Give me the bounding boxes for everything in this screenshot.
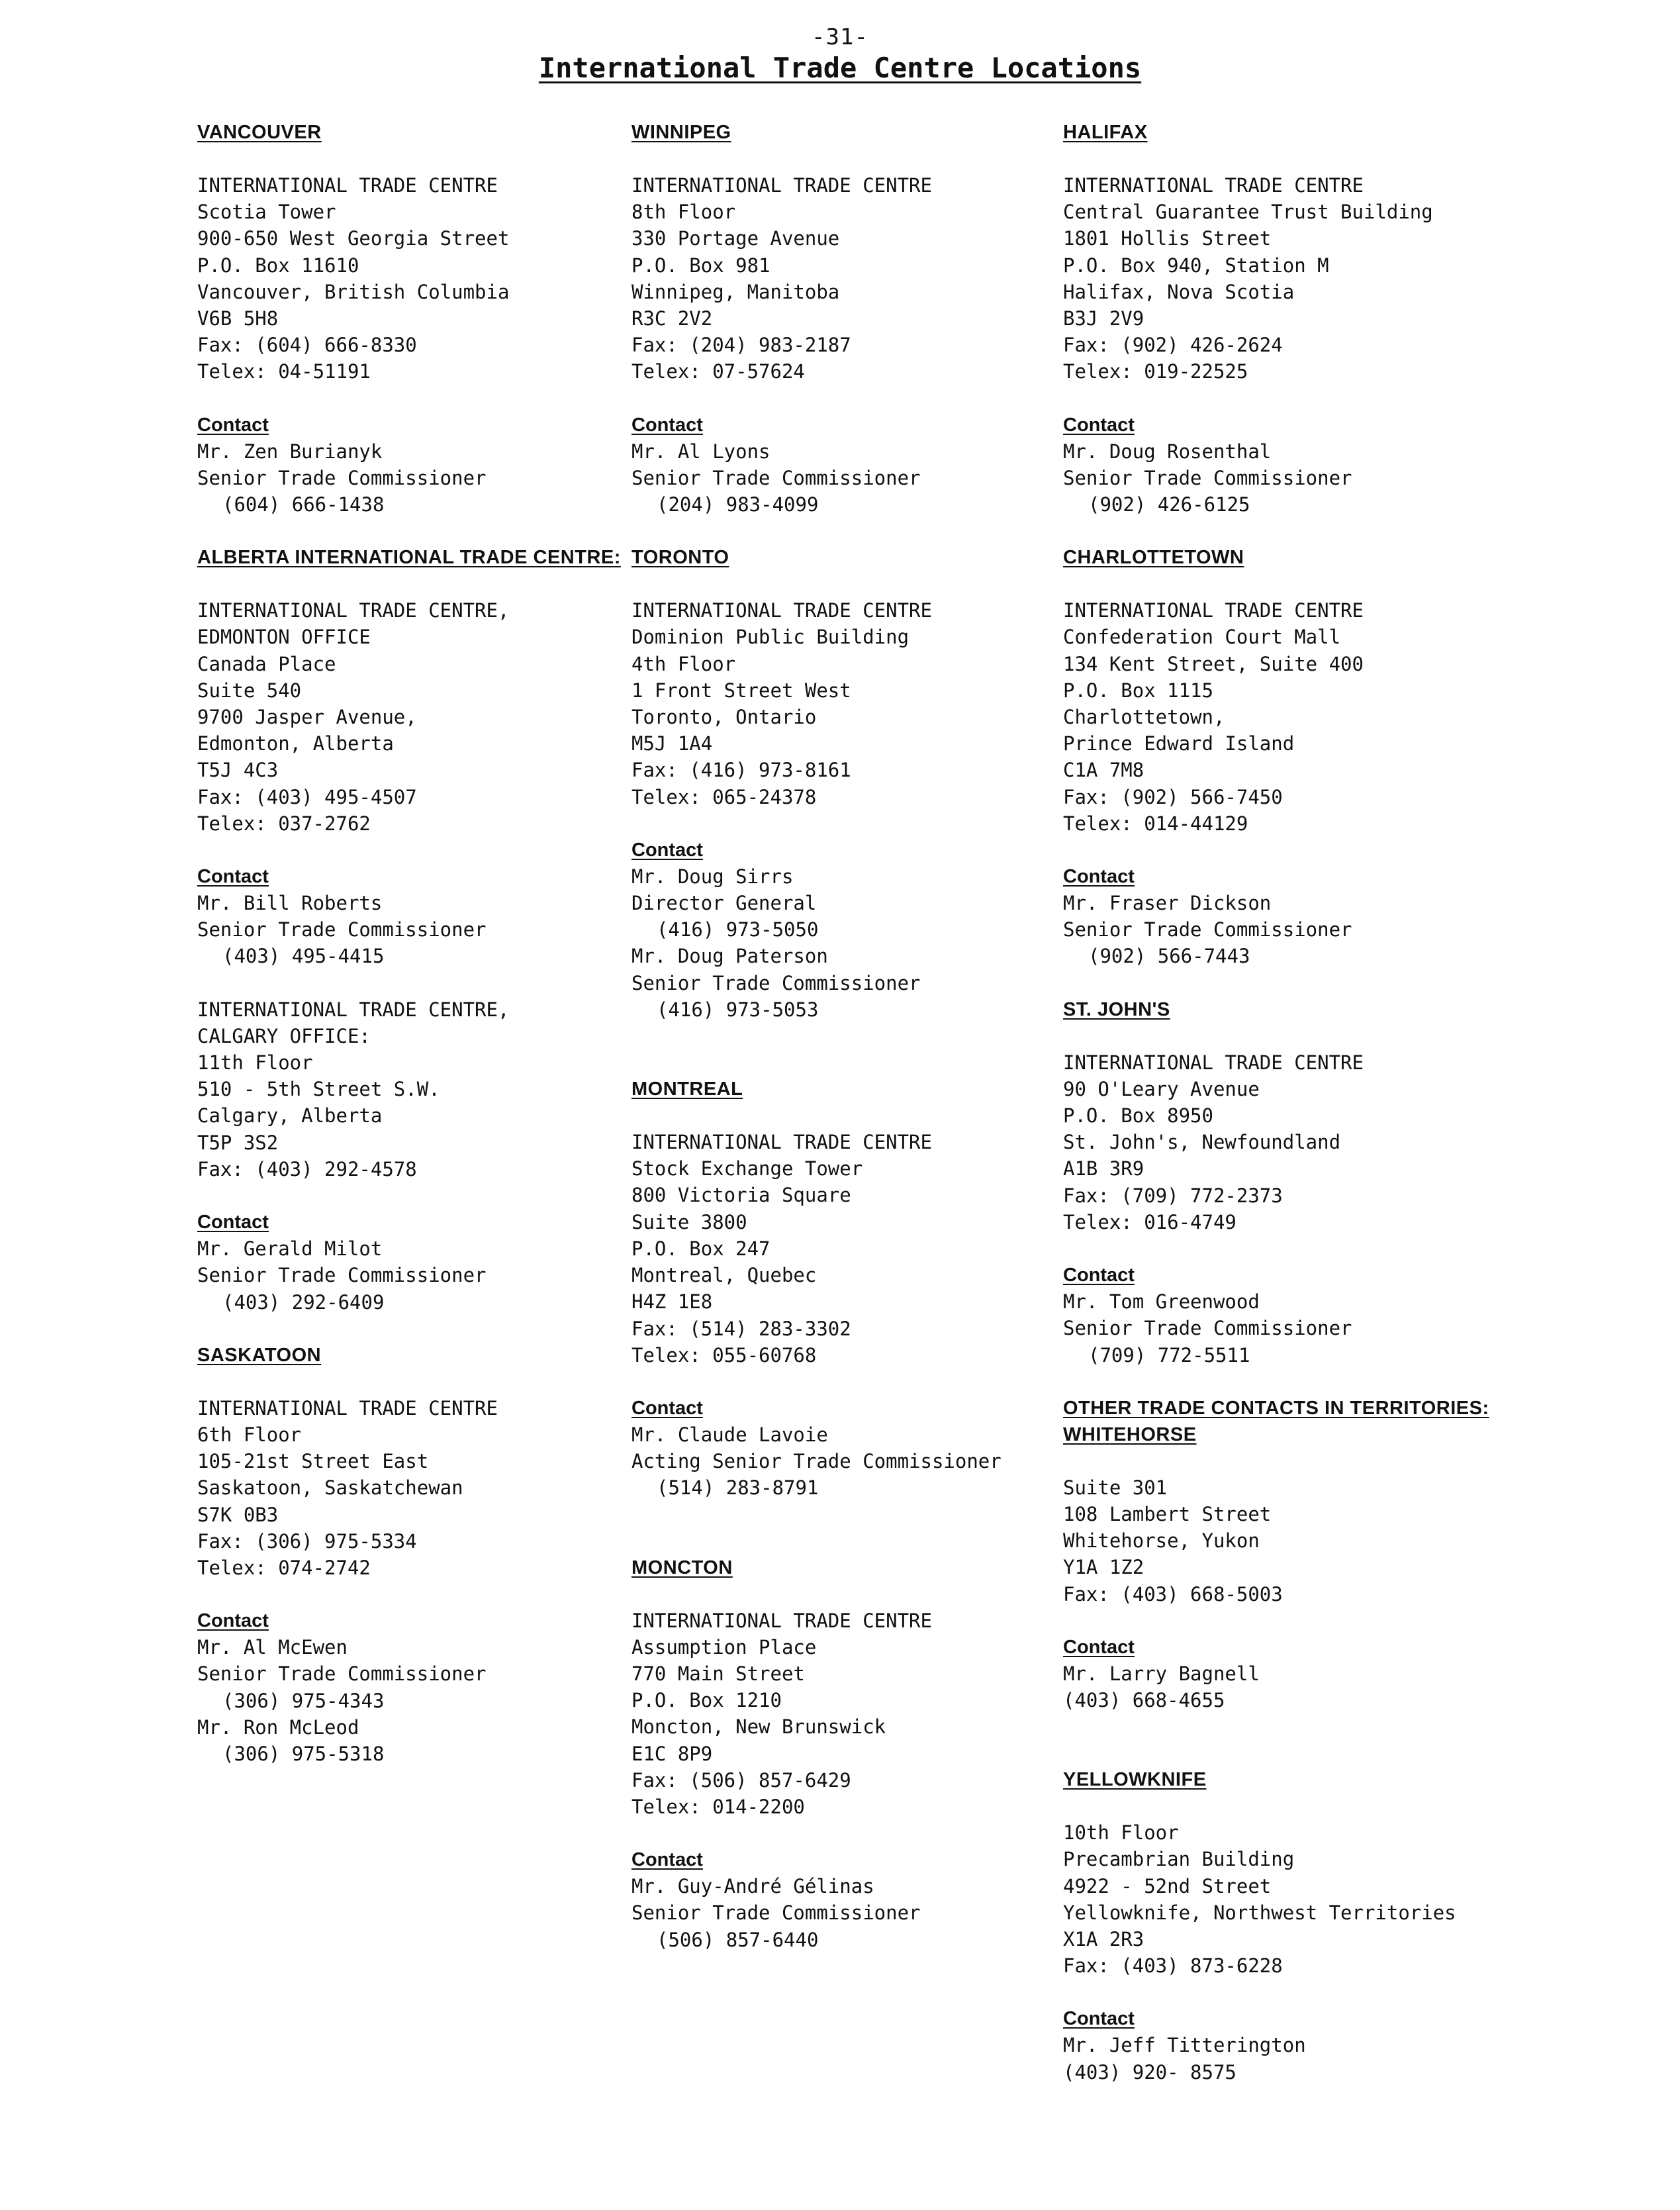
contact-label: Contact xyxy=(631,1397,703,1419)
address-line: X1A 2R3 xyxy=(1063,1927,1144,1950)
address-line: Telex: 074-2742 xyxy=(197,1556,371,1579)
contact-line: Mr. Al McEwen xyxy=(197,1636,348,1659)
address-line: P.O. Box 981 xyxy=(631,254,770,277)
contact-line: Mr. Zen Burianyk xyxy=(197,440,383,463)
address-line: Central Guarantee Trust Building xyxy=(1063,201,1433,224)
address-line: Charlottetown, xyxy=(1063,706,1225,729)
address-line: Moncton, New Brunswick xyxy=(631,1715,886,1739)
address-line: V6B 5H8 xyxy=(197,307,279,330)
address-line: 11th Floor xyxy=(197,1051,313,1075)
contact-label: Contact xyxy=(1063,1265,1135,1286)
address-line: St. John's, Newfoundland xyxy=(1063,1131,1341,1154)
contact-block xyxy=(1063,1262,1566,1369)
office-heading: ST. JOHN'S xyxy=(1063,998,1170,1020)
office-block xyxy=(1063,119,1566,518)
address-line: Telex: 04-51191 xyxy=(197,360,371,383)
column-right xyxy=(1063,119,1566,2112)
address-line: Calgary, Alberta xyxy=(197,1104,383,1128)
contact-phone: (902) 426-6125 xyxy=(1088,493,1250,516)
contact-block xyxy=(197,1608,700,1767)
contact-line: Senior Trade Commissioner xyxy=(1063,466,1352,489)
address-line: Telex: 014-44129 xyxy=(1063,812,1248,835)
address-line: Scotia Tower xyxy=(197,201,336,224)
address-line: Toronto, Ontario xyxy=(631,706,817,729)
contact-line: Senior Trade Commissioner xyxy=(197,466,487,489)
address-line: Stock Exchange Tower xyxy=(631,1157,863,1180)
address-line: T5P 3S2 xyxy=(197,1131,279,1154)
contact-phone: (604) 666-1438 xyxy=(222,493,385,516)
contact-line: Mr. Bill Roberts xyxy=(197,892,383,915)
column-middle xyxy=(631,119,1135,1980)
contact-line: Mr. Fraser Dickson xyxy=(1063,892,1272,915)
contact-line: Director General xyxy=(631,892,817,915)
address-line: Telex: 014-2200 xyxy=(631,1795,805,1818)
contact-label: Contact xyxy=(631,839,703,861)
address-line: P.O. Box 940, Station M xyxy=(1063,254,1329,277)
contact-line: Mr. Larry Bagnell xyxy=(1063,1662,1260,1685)
address-line: 1801 Hollis Street xyxy=(1063,227,1272,250)
office-heading: MONCTON xyxy=(631,1557,733,1578)
address-line: E1C 8P9 xyxy=(631,1742,713,1765)
address-line: 800 Victoria Square xyxy=(631,1184,851,1207)
address-line: 330 Portage Avenue xyxy=(631,227,840,250)
address-line: INTERNATIONAL TRADE CENTRE xyxy=(1063,599,1364,622)
address-line: Vancouver, British Columbia xyxy=(197,280,510,303)
address-line: INTERNATIONAL TRADE CENTRE xyxy=(631,599,932,622)
office-address xyxy=(631,172,1135,385)
address-line: P.O. Box 247 xyxy=(631,1237,770,1260)
address-line: S7K 0B3 xyxy=(197,1503,279,1526)
address-line: Montreal, Quebec xyxy=(631,1264,817,1287)
page-title: International Trade Centre Locations xyxy=(538,52,1142,84)
contact-phone: (902) 566-7443 xyxy=(1088,945,1250,968)
address-line: INTERNATIONAL TRADE CENTRE xyxy=(197,1396,498,1419)
address-line: 9700 Jasper Avenue, xyxy=(197,706,417,729)
contact-phone: (514) 283-8791 xyxy=(657,1476,819,1500)
page-number: -31- xyxy=(812,24,868,50)
contact-line: (403) 668-4655 xyxy=(1063,1688,1225,1711)
address-line: Y1A 1Z2 xyxy=(1063,1556,1144,1579)
address-line: Fax: (902) 566-7450 xyxy=(1063,785,1283,808)
contact-line: Mr. Tom Greenwood xyxy=(1063,1290,1260,1314)
contact-phone: (506) 857-6440 xyxy=(657,1928,819,1951)
address-line: P.O. Box 8950 xyxy=(1063,1104,1213,1128)
address-line: Fax: (709) 772-2373 xyxy=(1063,1184,1283,1207)
contact-line: Mr. Claude Lavoie xyxy=(631,1423,828,1446)
contact-line: Senior Trade Commissioner xyxy=(197,1264,487,1287)
office-block xyxy=(1063,544,1566,969)
address-line: Saskatoon, Saskatchewan xyxy=(197,1476,463,1500)
contact-block xyxy=(631,412,1135,518)
address-line: Fax: (506) 857-6429 xyxy=(631,1768,851,1792)
contact-phone: (403) 292-6409 xyxy=(222,1290,385,1314)
address-line: P.O. Box 1210 xyxy=(631,1689,782,1712)
office-address xyxy=(1063,1049,1566,1235)
address-line: Fax: (204) 983-2187 xyxy=(631,334,851,357)
address-line: 134 Kent Street, Suite 400 xyxy=(1063,652,1364,675)
office-heading: YELLOWKNIFE xyxy=(1063,1769,1207,1791)
address-line: 900-650 West Georgia Street xyxy=(197,227,510,250)
office-address xyxy=(631,1129,1135,1369)
address-line: Assumption Place xyxy=(631,1635,817,1658)
contact-block xyxy=(631,1847,1135,1953)
contact-line: Senior Trade Commissioner xyxy=(197,918,487,941)
address-line: Telex: 037-2762 xyxy=(197,812,371,835)
office-address xyxy=(631,597,1135,810)
contact-line: Mr. Ron McLeod xyxy=(197,1715,359,1739)
address-line: 510 - 5th Street S.W. xyxy=(197,1078,440,1101)
contact-phone: (306) 975-4343 xyxy=(222,1689,385,1712)
office-heading: OTHER TRADE CONTACTS IN TERRITORIES: WHITEHORSE xyxy=(1063,1397,1489,1445)
address-line: Suite 3800 xyxy=(631,1210,747,1233)
address-line: Winnipeg, Manitoba xyxy=(631,280,840,303)
contact-block xyxy=(1063,863,1566,970)
address-line: Whitehorse, Yukon xyxy=(1063,1529,1260,1553)
contact-line: Mr. Doug Paterson xyxy=(631,945,828,968)
address-line: 1 Front Street West xyxy=(631,679,851,702)
address-line: H4Z 1E8 xyxy=(631,1290,713,1314)
address-line: Telex: 065-24378 xyxy=(631,785,817,808)
address-line: 4922 - 52nd Street xyxy=(1063,1874,1272,1898)
office-block xyxy=(1063,1395,1566,1713)
address-line: Suite 301 xyxy=(1063,1476,1168,1499)
office-heading: CHARLOTTETOWN xyxy=(1063,547,1244,569)
address-line: P.O. Box 1115 xyxy=(1063,679,1213,702)
contact-label: Contact xyxy=(631,414,703,436)
office-address xyxy=(197,597,700,837)
contact-label: Contact xyxy=(1063,866,1135,888)
contact-phone: (416) 973-5053 xyxy=(657,998,819,1021)
address-line: Fax: (902) 426-2624 xyxy=(1063,334,1283,357)
address-line: INTERNATIONAL TRADE CENTRE xyxy=(631,1609,932,1632)
contact-label: Contact xyxy=(1063,414,1135,436)
contact-line: Mr. Al Lyons xyxy=(631,440,770,463)
contact-line: Mr. Doug Sirrs xyxy=(631,865,794,888)
office-heading: SASKATOON xyxy=(197,1344,322,1366)
office-address xyxy=(631,1608,1135,1821)
address-line: INTERNATIONAL TRADE CENTRE xyxy=(1063,174,1364,197)
contact-label: Contact xyxy=(197,1212,269,1233)
contact-phone: (709) 772-5511 xyxy=(1088,1343,1250,1367)
address-line: Halifax, Nova Scotia xyxy=(1063,280,1295,303)
address-line: Edmonton, Alberta xyxy=(197,732,394,755)
office-address xyxy=(1063,172,1566,385)
contact-line: Mr. Guy-André Gélinas xyxy=(631,1875,874,1898)
address-line: INTERNATIONAL TRADE CENTRE xyxy=(631,174,932,197)
office-address xyxy=(197,172,700,385)
address-line: INTERNATIONAL TRADE CENTRE xyxy=(1063,1051,1364,1074)
address-line: Fax: (403) 873-6228 xyxy=(1063,1954,1283,1978)
address-line: A1B 3R9 xyxy=(1063,1157,1144,1180)
office-heading: HALIFAX xyxy=(1063,122,1148,143)
contact-label: Contact xyxy=(197,866,269,888)
contact-line: Senior Trade Commissioner xyxy=(1063,1317,1352,1340)
contact-block xyxy=(197,1209,700,1316)
address-line: Telex: 019-22525 xyxy=(1063,360,1248,383)
contact-block xyxy=(197,412,700,518)
address-line: 8th Floor xyxy=(631,201,736,224)
address-line: R3C 2V2 xyxy=(631,307,713,330)
address-line: T5J 4C3 xyxy=(197,759,279,782)
contact-block xyxy=(631,1395,1135,1502)
contact-label: Contact xyxy=(197,414,269,436)
address-line: Fax: (403) 495-4507 xyxy=(197,785,417,808)
contact-label: Contact xyxy=(631,1849,703,1871)
office-block xyxy=(197,544,700,969)
address-line: 770 Main Street xyxy=(631,1662,805,1685)
office-block xyxy=(631,544,1135,1023)
contact-line: Senior Trade Commissioner xyxy=(631,1901,921,1925)
address-line: M5J 1A4 xyxy=(631,732,713,755)
address-line: 4th Floor xyxy=(631,652,736,675)
contact-line: Mr. Jeff Titterington xyxy=(1063,2034,1306,2057)
column-left xyxy=(197,119,700,1794)
address-line: CALGARY OFFICE: xyxy=(197,1024,371,1047)
address-line: Fax: (403) 292-4578 xyxy=(197,1157,417,1180)
office-heading: MONTREAL xyxy=(631,1079,743,1100)
office-heading: TORONTO xyxy=(631,547,729,569)
contact-line: (403) 920- 8575 xyxy=(1063,2060,1237,2084)
office-address xyxy=(1063,597,1566,837)
address-line: Yellowknife, Northwest Territories xyxy=(1063,1901,1456,1924)
address-line: INTERNATIONAL TRADE CENTRE, xyxy=(197,599,510,622)
contact-block xyxy=(1063,412,1566,518)
contact-phone: (306) 975-5318 xyxy=(222,1742,385,1765)
address-line: Prince Edward Island xyxy=(1063,732,1295,755)
office-block xyxy=(197,1342,700,1767)
address-line: B3J 2V9 xyxy=(1063,307,1144,330)
address-line: Dominion Public Building xyxy=(631,626,910,649)
address-line: Telex: 055-60768 xyxy=(631,1343,817,1367)
address-line: 105-21st Street East xyxy=(197,1450,429,1473)
contact-label: Contact xyxy=(197,1610,269,1632)
address-line: 90 O'Leary Avenue xyxy=(1063,1077,1260,1100)
office-heading: WINNIPEG xyxy=(631,122,731,143)
address-line: Precambrian Building xyxy=(1063,1848,1295,1871)
address-line: Fax: (416) 973-8161 xyxy=(631,759,851,782)
office-block xyxy=(197,119,700,518)
office-heading: VANCOUVER xyxy=(197,122,322,143)
contact-phone: (403) 495-4415 xyxy=(222,945,385,968)
office-address xyxy=(197,996,700,1182)
address-line: Fax: (514) 283-3302 xyxy=(631,1317,851,1340)
contact-line: Mr. Gerald Milot xyxy=(197,1237,383,1261)
address-line: P.O. Box 11610 xyxy=(197,254,359,277)
contact-line: Mr. Doug Rosenthal xyxy=(1063,440,1272,463)
contact-block xyxy=(197,863,700,970)
address-line: INTERNATIONAL TRADE CENTRE xyxy=(197,174,498,197)
contact-line: Senior Trade Commissioner xyxy=(1063,918,1352,941)
address-line: INTERNATIONAL TRADE CENTRE xyxy=(631,1131,932,1154)
address-line: 108 Lambert Street xyxy=(1063,1502,1272,1525)
contact-line: Senior Trade Commissioner xyxy=(631,466,921,489)
address-line: Suite 540 xyxy=(197,679,302,702)
contact-line: Senior Trade Commissioner xyxy=(197,1662,487,1686)
address-line: 10th Floor xyxy=(1063,1821,1179,1845)
contact-label: Contact xyxy=(1063,2008,1135,2030)
address-line: Telex: 07-57624 xyxy=(631,360,805,383)
office-block xyxy=(1063,1766,1566,2086)
address-line: EDMONTON OFFICE xyxy=(197,626,371,649)
office-block xyxy=(1063,996,1566,1369)
address-line: C1A 7M8 xyxy=(1063,759,1144,782)
address-line: Confederation Court Mall xyxy=(1063,626,1341,649)
address-line: Fax: (403) 668-5003 xyxy=(1063,1582,1283,1606)
office-block xyxy=(631,1076,1135,1501)
address-line: 6th Floor xyxy=(197,1423,302,1446)
contact-line: Acting Senior Trade Commissioner xyxy=(631,1450,1002,1473)
office-block xyxy=(631,1555,1135,1953)
address-line: Fax: (306) 975-5334 xyxy=(197,1529,417,1553)
address-line: Fax: (604) 666-8330 xyxy=(197,334,417,357)
address-line: Telex: 016-4749 xyxy=(1063,1210,1237,1233)
contact-phone: (416) 973-5050 xyxy=(657,918,819,941)
office-block xyxy=(631,119,1135,518)
contact-line: Senior Trade Commissioner xyxy=(631,971,921,994)
contact-label: Contact xyxy=(1063,1636,1135,1658)
office-address xyxy=(1063,1819,1566,1979)
contact-block xyxy=(1063,1634,1566,1713)
office-heading: ALBERTA INTERNATIONAL TRADE CENTRE: xyxy=(197,547,621,569)
contact-phone: (204) 983-4099 xyxy=(657,493,819,516)
contact-block xyxy=(631,837,1135,1023)
contact-block xyxy=(1063,2005,1566,2085)
office-address xyxy=(1063,1474,1566,1608)
office-address xyxy=(197,1395,700,1581)
office-block xyxy=(197,996,700,1316)
address-line: Canada Place xyxy=(197,652,336,675)
address-line: INTERNATIONAL TRADE CENTRE, xyxy=(197,998,510,1021)
